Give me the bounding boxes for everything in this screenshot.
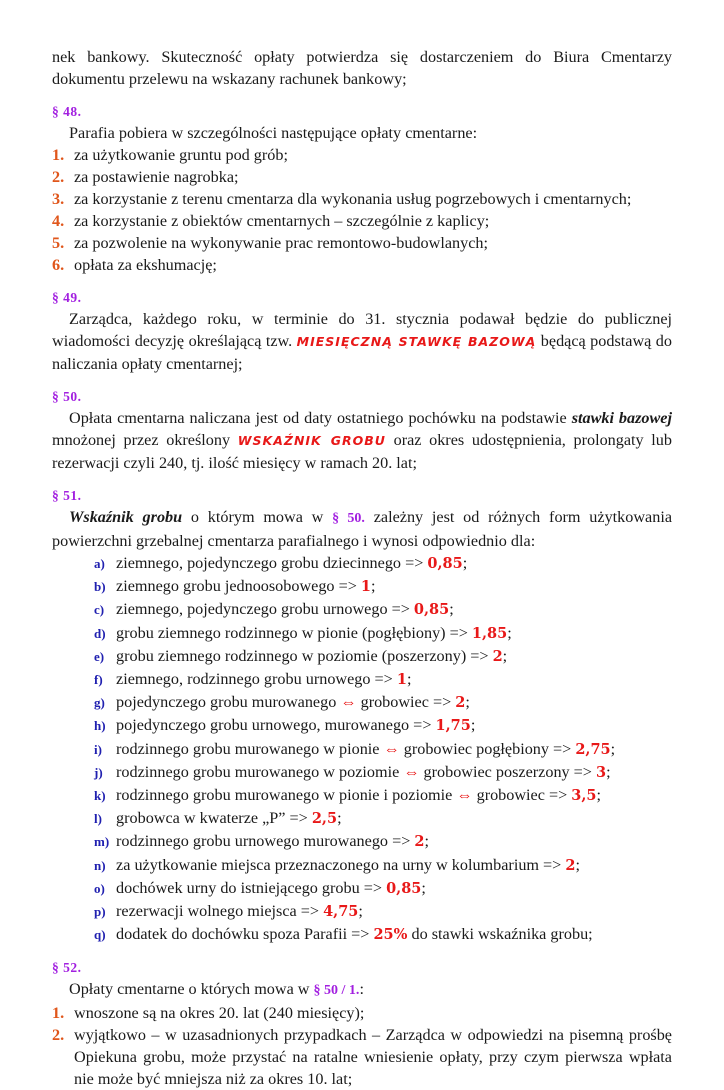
item-number: 3.	[52, 190, 65, 208]
item-letter: o)	[94, 880, 105, 896]
section-48-heading: § 48.	[52, 104, 82, 119]
section-52-heading: § 52.	[52, 960, 82, 976]
list-item	[94, 668, 672, 691]
list-item	[94, 598, 672, 621]
equivalence-arrow-icon: ⇔	[340, 693, 357, 712]
text-run: :	[359, 980, 364, 999]
item-text: rodzinnego grobu murowanego w poziomie	[116, 762, 404, 781]
index-value: 2	[414, 833, 425, 851]
item-end: ;	[421, 878, 426, 897]
index-value: 3	[595, 763, 607, 781]
list-item	[94, 877, 672, 900]
item-end: ;	[462, 554, 468, 572]
equivalence-arrow-icon: ⇔	[456, 786, 473, 805]
item-text: wnoszone są na okres 20. lat (240 miesięcy);	[74, 1004, 365, 1023]
index-value: 25%	[373, 926, 408, 944]
index-value: 2	[565, 856, 576, 874]
item-end: ;	[449, 600, 454, 619]
section-49-paragraph	[52, 308, 672, 375]
item-text: rodzinnego grobu murowanego w pionie	[116, 739, 384, 758]
text-run: będącą podstawą do naliczania opłaty cmentarnej;	[52, 332, 672, 373]
list-item	[52, 232, 672, 254]
text-run: oraz okres udostępnienia, prolongaty lub rezerwacji czyli 240, tj. ilość miesięcy w ramach 20. lat;	[52, 431, 672, 472]
item-number: 6.	[52, 256, 65, 274]
list-item	[52, 1024, 672, 1090]
list-item	[94, 830, 672, 853]
section-52-lead	[52, 978, 672, 1002]
item-letter: p)	[94, 904, 106, 920]
item-text: dodatek do dochówku spoza Parafii =>	[116, 925, 374, 944]
item-text: opłata za ekshumację;	[74, 256, 217, 274]
list-item	[52, 188, 672, 210]
item-text: grobowiec poszerzony =>	[419, 762, 596, 781]
item-text: pojedynczego grobu murowanego	[116, 693, 341, 712]
section-51-paragraph	[52, 506, 672, 552]
index-value: 1,75	[435, 717, 471, 735]
item-end: ;	[358, 902, 363, 921]
item-end: ;	[575, 855, 580, 874]
item-text: za użytkowanie gruntu pod grób;	[74, 146, 288, 164]
item-number: 2.	[52, 168, 65, 186]
item-text: ziemnego, pojedynczego grobu dziecinnego =>	[116, 554, 428, 572]
list-item	[52, 166, 672, 188]
item-letter: q)	[94, 927, 106, 943]
text-run: Opłaty cmentarne o których mowa w	[69, 980, 314, 999]
document-page	[52, 46, 672, 1090]
item-letter: a)	[94, 556, 105, 571]
list-item	[94, 552, 672, 575]
item-end: ;	[606, 762, 611, 781]
item-letter: g)	[94, 695, 105, 711]
list-item	[52, 210, 672, 232]
item-text: grobowiec =>	[356, 693, 456, 712]
text-run: mnożonej przez określony	[52, 431, 238, 449]
list-item	[52, 254, 672, 276]
section-52-list	[52, 1002, 672, 1090]
item-end: ;	[470, 716, 476, 735]
index-value: 0,85	[427, 555, 463, 572]
item-text: za korzystanie z obiektów cmentarnych – szczególnie z kaplicy;	[74, 212, 490, 230]
index-value: 0,85	[413, 601, 450, 619]
item-text: grobowca w kwaterze „P” =>	[116, 809, 312, 828]
item-text: dochówek urny do istniejącego grobu =>	[116, 878, 387, 897]
item-number: 2.	[52, 1026, 65, 1045]
item-text: za postawienie nagrobka;	[74, 168, 239, 186]
list-item	[94, 900, 672, 923]
item-letter: l)	[94, 811, 102, 827]
item-letter: n)	[94, 857, 106, 873]
list-item	[94, 807, 672, 830]
intro-paragraph: nek bankowy. Skuteczność opłaty potwierdza się dostarczeniem do Biura Cmentarzy dokumentu przelewu na wskazany rachunek bankowy;	[52, 48, 672, 88]
item-letter: d)	[94, 625, 106, 641]
list-item	[94, 714, 672, 737]
item-letter: b)	[94, 579, 106, 595]
index-value: 2	[455, 694, 466, 712]
section-50-heading: § 50.	[52, 389, 82, 404]
base-rate-term: stawki bazowej	[571, 409, 672, 427]
item-number: 1.	[52, 1004, 65, 1023]
item-text: rodzinnego grobu murowanego w pionie i poziomie	[116, 786, 457, 805]
section-48-lead: Parafia pobiera w szczególności następujące opłaty cmentarne:	[69, 124, 478, 142]
list-item	[94, 645, 672, 668]
list-item	[52, 1002, 672, 1024]
list-item	[94, 691, 672, 714]
text-run: zależny jest od różnych form użytkowania powierzchni grzebalnej cmentarza parafialnego i wynosi odpowiednio dla:	[52, 508, 673, 550]
item-end: ;	[596, 786, 602, 805]
item-letter: f)	[94, 672, 103, 688]
index-value: 3,5	[571, 787, 597, 805]
item-end: do stawki wskaźnika grobu;	[407, 925, 593, 944]
list-item	[94, 784, 672, 807]
section-49-heading: § 49.	[52, 290, 82, 305]
text-run: Zarządca, każdego roku, w terminie do 31. stycznia podawał będzie do publicznej wiadomości decyzję określającą tzw.	[52, 310, 672, 350]
index-value: 0,85	[386, 879, 422, 897]
monthly-base-rate-emphasis: MIESIĘCZNĄ STAWKĘ BAZOWĄ	[296, 334, 537, 349]
item-text: ziemnego, pojedynczego grobu urnowego =>	[116, 600, 414, 619]
list-item	[52, 144, 672, 166]
equivalence-arrow-icon: ⇔	[403, 762, 420, 781]
item-text: za pozwolenie na wykonywanie prac remontowo-budowlanych;	[74, 234, 488, 252]
item-number: 5.	[52, 234, 65, 252]
item-end: ;	[610, 739, 616, 758]
index-value: 4,75	[323, 903, 359, 921]
index-value: 2,5	[311, 810, 338, 828]
item-text: pojedynczego grobu urnowego, murowanego =>	[116, 716, 436, 735]
item-text: rezerwacji wolnego miejsca =>	[116, 902, 324, 921]
list-item	[94, 761, 672, 784]
text-run: o którym mowa w	[182, 508, 333, 526]
grave-index-emphasis: WSKAŹNIK GROBU	[237, 433, 386, 448]
item-end: ;	[502, 646, 508, 665]
item-letter: j)	[94, 764, 103, 780]
item-end: ;	[465, 693, 470, 712]
item-letter: i)	[94, 741, 102, 757]
item-end: ;	[406, 670, 412, 689]
item-end: ;	[424, 832, 429, 851]
item-number: 1.	[52, 146, 65, 164]
item-end: ;	[507, 623, 512, 642]
text-run: Opłata cmentarna naliczana jest od daty ostatniego pochówku na podstawie	[69, 409, 572, 427]
item-text: rodzinnego grobu urnowego murowanego =>	[116, 832, 415, 851]
item-text: ziemnego, rodzinnego grobu urnowego =>	[116, 670, 397, 689]
item-number: 4.	[52, 212, 65, 230]
item-end: ;	[337, 809, 342, 828]
item-text: wyjątkowo – w uzasadnionych przypadkach – Zarządca w odpowiedzi na pisemną prośbę Opiekuna grobu, może przystać na ratalne wniesienie opłaty, przy czym pierwsza wpłata nie może być mniejsza niż za okres 10. lat;	[74, 1026, 672, 1089]
index-value: 2	[492, 647, 503, 665]
item-letter: h)	[94, 718, 106, 734]
list-item	[94, 622, 672, 645]
section-48-list	[52, 144, 672, 276]
section-reference: § 50 / 1.	[313, 983, 360, 999]
grave-index-term: Wskaźnik grobu	[69, 508, 183, 526]
item-text: grobowiec =>	[472, 786, 572, 805]
index-value: 1	[396, 671, 407, 689]
item-letter: k)	[94, 788, 106, 804]
section-50-paragraph	[52, 407, 672, 474]
item-text: grobowiec pogłębiony =>	[399, 739, 576, 758]
item-text: za użytkowanie miejsca przeznaczonego na urny w kolumbarium =>	[116, 855, 566, 874]
item-text: ziemnego grobu jednoosobowego =>	[116, 577, 361, 596]
item-text: grobu ziemnego rodzinnego w pionie (pogłębiony) =>	[116, 623, 472, 642]
item-text: za korzystanie z terenu cmentarza dla wykonania usług pogrzebowych i cmentarnych;	[74, 190, 632, 208]
item-letter: e)	[94, 648, 105, 664]
index-value: 1,85	[471, 624, 508, 642]
item-text: grobu ziemnego rodzinnego w poziomie (poszerzony) =>	[116, 646, 493, 665]
section-reference: § 50.	[332, 511, 365, 526]
list-item	[94, 923, 672, 946]
list-item	[94, 575, 672, 598]
equivalence-arrow-icon: ⇔	[383, 739, 400, 758]
item-end: ;	[370, 577, 376, 596]
list-item	[94, 854, 672, 877]
grave-index-list	[52, 552, 672, 946]
section-51-heading: § 51.	[52, 488, 82, 503]
item-letter: m)	[94, 834, 110, 850]
item-letter: c)	[94, 602, 105, 618]
list-item	[94, 738, 672, 761]
index-value: 1	[360, 578, 371, 596]
index-value: 2,75	[575, 740, 611, 758]
